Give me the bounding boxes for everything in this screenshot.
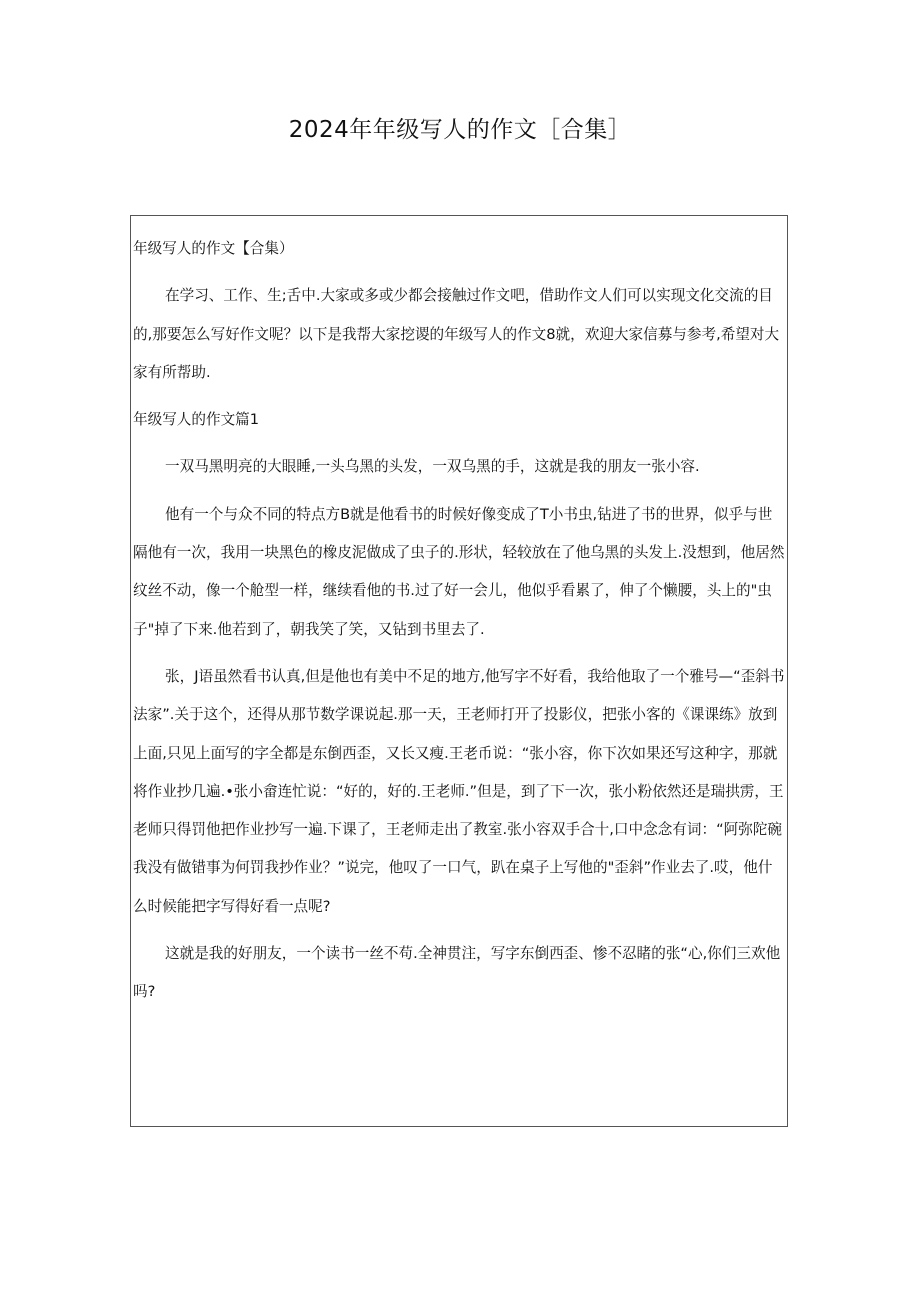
paragraph-3: 张，J语虽然看书认真,但是他也有美中不足的地方,他写字不好看，我给他取了一个雅号—“歪斜书法家”.关于这个，还得从那节数学课说起.那一天，王老师打开了投影仪，把张小客的《课课练》放到上面,只见上面写的字全都是东倒西歪，又长又瘦.王老币说：“张小容，你下次如果还写这种字，那就将作业抄几遍.•张小畲连忙说：“好的，好的.王老师.”但是，到了下一次，张小粉依然还是瑞拱雳，王老师只得罚他把作业抄写一遍.下课了，王老师走出了教室.张小容双手合十,口中念念有词：“阿弥陀碗我没有做错事为何罚我抄作业？”说完，他叹了一口气，趴在桌子上写他的"歪斜”作业去了.哎，他什么时候能把字写得好看一点呢? [133,667,785,915]
document-title: 2024年年级写人的作文［合集］ [288,117,632,143]
paragraph-1: 一双马黑明亮的大眼睡,一头乌黑的头发，一双乌黑的手，这就是我的朋友一张小容. [165,458,700,476]
paragraph-4: 这就是我的好朋友，一个读书一丝不苟.全神贯注，写字东倒西歪、惨不忍睹的张“心,你们三欢他吗? [133,945,781,1001]
box-heading: 年级写人的作文【合集） [133,240,294,257]
paragraph-2: 他有一个与众不同的特点方B就是他看书的时候好像变成了T小书虫,钻进了书的世界，似乎与世隔他有一次，我用一块黑色的橡皮泥做成了虫子的.形状，轻较放在了他乌黑的头发上.没想到，他居然纹丝不动，像一个舱型一样，继续看他的书.过了好一会儿，他似乎看累了，伸了个懒腰，头上的"虫子"掉了下来.他若到了，朝我笑了笑，又钻到书里去了. [133,505,785,638]
content-body [131,216,787,1012]
section-title: 年级写人的作文篇1 [133,411,260,429]
intro-paragraph: 在学习、工作、生;舌中.大家或多或少都会接触过作文吧，借助作文人们可以实现文化交流的目的,那要怎么写好作文呢？以下是我帮大家挖谡的年级写人的作文8就，欢迎大家信募与参考,希望对大家有所帮助. [133,287,780,381]
content-box [130,215,788,1127]
